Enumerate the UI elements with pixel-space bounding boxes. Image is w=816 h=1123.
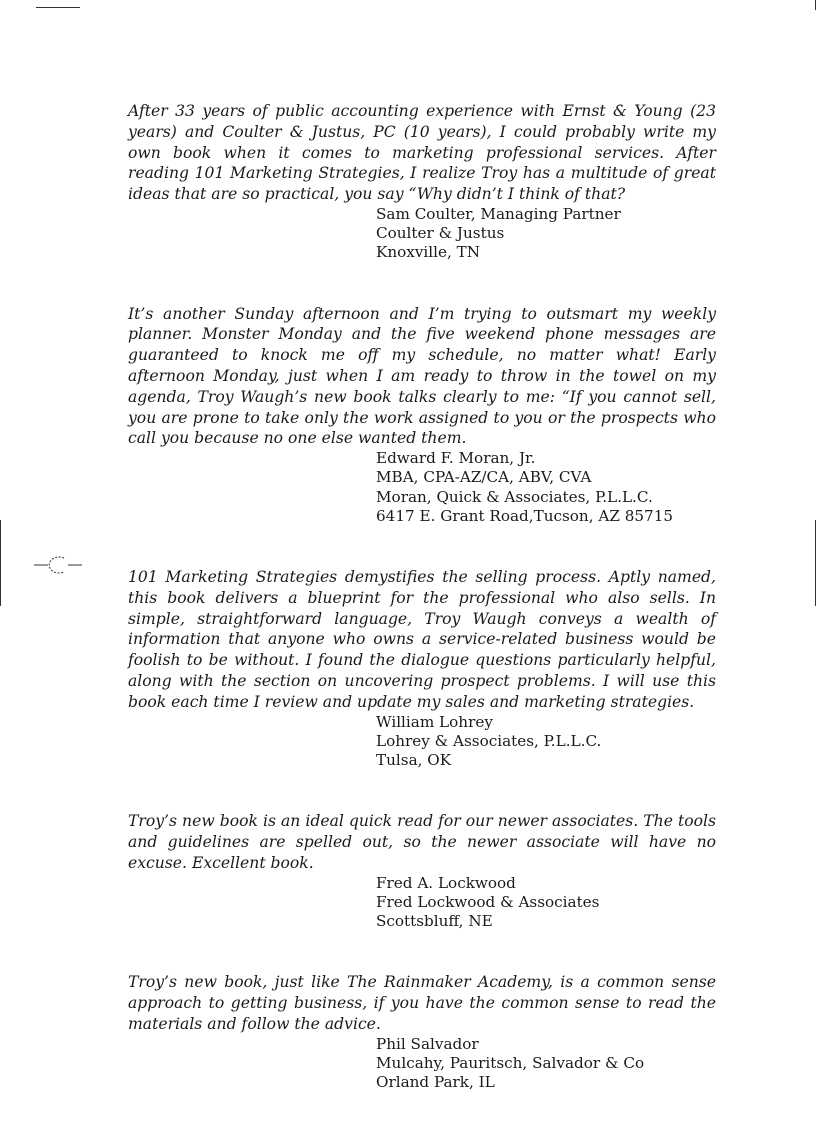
attribution-location: Tulsa, OK xyxy=(376,750,452,769)
attribution-company: Coulter & Justus xyxy=(376,224,505,243)
attribution-company: Mulcahy, Pauritsch, Salvador & Co xyxy=(376,1053,645,1072)
attribution-name: William Lohrey xyxy=(376,712,493,731)
testimonial xyxy=(128,567,716,770)
testimonial xyxy=(128,972,716,1092)
crop-mark-top xyxy=(36,7,80,8)
registration-mark-icon xyxy=(34,553,82,577)
attribution-company: Lohrey & Associates, P.L.L.C. xyxy=(376,731,602,750)
testimonial-attribution xyxy=(376,205,716,263)
page-edge-left xyxy=(0,520,1,606)
attribution-company: Moran, Quick & Associates, P.L.L.C. xyxy=(376,487,653,506)
testimonials-list xyxy=(128,101,716,1092)
testimonial-quote: It’s another Sunday afternoon and I’m trying to outsmart my weekly planner. Monster Monday and the five weekend phone messages are guaranteed to knock me off my schedule, no matter what! Early afternoon Monday, just when I am ready to throw in the towel on my agenda, Troy Waugh’s new book talks clearly to me: “If you cannot sell, you are prone to take only the work assigned to you or the prospects who call you because no one else wanted them. xyxy=(128,304,716,448)
attribution-location: Scottsbluff, NE xyxy=(376,911,493,930)
testimonial xyxy=(128,101,716,263)
testimonial-attribution xyxy=(376,713,716,771)
attribution-company: Fred Lockwood & Associates xyxy=(376,892,600,911)
attribution-name: Sam Coulter, Managing Partner xyxy=(376,204,621,223)
testimonial-attribution xyxy=(376,1035,716,1093)
attribution-location: Orland Park, IL xyxy=(376,1072,495,1091)
attribution-location: Knoxville, TN xyxy=(376,243,481,262)
testimonial-quote: Troy’s new book, just like The Rainmaker Academy, is a common sense approach to getting business, if you have the common sense to read the materials and follow the advice. xyxy=(128,973,716,1033)
testimonial-attribution xyxy=(376,449,716,526)
attribution-name: Edward F. Moran, Jr. xyxy=(376,449,536,468)
testimonial-quote: 101 Marketing Strategies demystifies the selling process. Aptly named, this book delivers a blueprint for the professional who also sells. In simple, straightforward language, Troy Waugh conveys a wealth of information that anyone who owns a service-related business would be foolish to be without. I found the dialogue questions particularly helpful, along with the section on uncovering prospect problems. I will use this book each time I review and update my sales and marketing strategies. xyxy=(128,567,716,711)
attribution-address: 6417 E. Grant Road,Tucson, AZ 85715 xyxy=(376,506,674,525)
attribution-credentials: MBA, CPA-AZ/CA, ABV, CVA xyxy=(376,468,592,487)
testimonial-quote: After 33 years of public accounting experience with Ernst & Young (23 years) and Coulter & Justus, PC (10 years), I could probably write my own book when it comes to marketing professional services. After reading 101 Marketing Strategies, I realize Troy has a multitude of great ideas that are so practical, you say “Why didn’t I think of that? xyxy=(128,102,716,204)
attribution-name: Fred A. Lockwood xyxy=(376,873,516,892)
attribution-name: Phil Salvador xyxy=(376,1034,479,1053)
testimonial xyxy=(128,811,716,931)
testimonial-quote: Troy’s new book is an ideal quick read for our newer associates. The tools and guidelines are spelled out, so the newer associate will have no excuse. Excellent book. xyxy=(128,812,716,872)
testimonial xyxy=(128,304,716,526)
testimonial-attribution xyxy=(376,874,716,932)
